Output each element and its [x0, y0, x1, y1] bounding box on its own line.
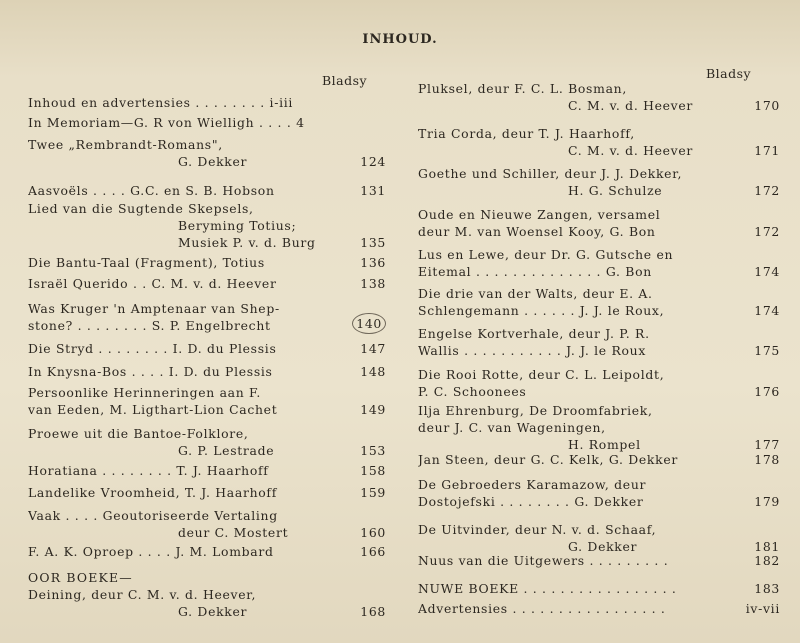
right-toc-entry: [418, 600, 780, 617]
toc-page-number: 160: [360, 525, 386, 540]
toc-entry-line: Oude en Nieuwe Zangen, versamel: [418, 207, 661, 222]
left-toc-entry: [28, 569, 386, 620]
toc-entry-line: Israël Querido . . C. M. v. d. Heever: [28, 276, 277, 291]
toc-page-number: 181: [754, 539, 780, 554]
toc-page-number: 175: [754, 343, 780, 358]
left-toc-entry: [28, 300, 386, 334]
left-toc-entry: [28, 182, 386, 199]
toc-entry-line: van Eeden, M. Ligthart-Lion Cachet: [28, 402, 278, 417]
right-toc-entry: [418, 580, 780, 597]
right-page-column-label: Bladsy: [706, 66, 752, 81]
toc-entry-line: Was Kruger 'n Amptenaar van Shep-: [28, 301, 280, 316]
toc-page-number: 179: [754, 494, 780, 509]
page-title: INHOUD.: [362, 32, 438, 47]
toc-entry-line: P. C. Schoonees: [418, 384, 527, 399]
toc-page-number: 135: [360, 235, 386, 250]
left-toc-entry: [28, 114, 386, 131]
toc-entry-line: G. P. Lestrade: [178, 443, 275, 458]
toc-page-number: 172: [754, 224, 780, 239]
toc-entry-line: Advertensies . . . . . . . . . . . . . . . . .: [418, 601, 666, 616]
right-toc-entry: [418, 476, 780, 510]
left-toc-entry: [28, 507, 386, 541]
toc-page-number: 149: [360, 402, 386, 417]
right-toc-entry: [418, 402, 780, 453]
right-toc-entry: [418, 521, 780, 555]
toc-entry-line: H. Rompel: [568, 437, 641, 452]
right-toc-entry: [418, 80, 780, 114]
toc-entry-line: Nuus van die Uitgewers . . . . . . . . .: [418, 553, 669, 568]
toc-entry-line: OOR BOEKE—: [28, 570, 133, 585]
toc-page-number: 148: [360, 364, 386, 379]
toc-page-number: 176: [754, 384, 780, 399]
toc-entry-line: deur C. Mostert: [178, 525, 289, 540]
left-toc-entry: [28, 543, 386, 560]
toc-page-number: 147: [360, 341, 386, 356]
toc-entry-line: Goethe und Schiller, deur J. J. Dekker,: [418, 166, 683, 181]
right-toc-entry: [418, 206, 780, 240]
toc-entry-line: Eitemal . . . . . . . . . . . . . . G. Bon: [418, 264, 652, 279]
left-toc-entry: [28, 136, 386, 170]
right-toc-entry: [418, 285, 780, 319]
toc-entry-line: F. A. K. Oproep . . . . J. M. Lombard: [28, 544, 274, 559]
toc-page-number: 138: [360, 276, 386, 291]
left-toc-entry: [28, 363, 386, 380]
toc-entry-line: In Memoriam—G. R von Wielligh . . . . 4: [28, 115, 305, 130]
toc-entry-line: Aasvoëls . . . . G.C. en S. B. Hobson: [28, 183, 275, 198]
toc-page-number: 182: [754, 553, 780, 568]
toc-page-number: 177: [754, 437, 780, 452]
toc-page-number: 171: [754, 143, 780, 158]
toc-entry-line: Inhoud en advertensies . . . . . . . . i-iii: [28, 95, 294, 110]
toc-page-number: 174: [754, 264, 780, 279]
toc-page-number: 172: [754, 183, 780, 198]
toc-page-number: 168: [360, 604, 386, 619]
toc-page-number: 140: [352, 313, 386, 334]
left-page-column-label: Bladsy: [322, 73, 368, 88]
toc-entry-line: H. G. Schulze: [568, 183, 663, 198]
right-toc-entry: [418, 125, 780, 159]
right-toc-entry: [418, 366, 780, 400]
left-toc-entry: [28, 462, 386, 479]
toc-entry-line: Die Bantu-Taal (Fragment), Totius: [28, 255, 265, 270]
toc-entry-line: C. M. v. d. Heever: [568, 143, 694, 158]
toc-entry-line: Vaak . . . . Geoutoriseerde Vertaling: [28, 508, 278, 523]
toc-entry-line: Schlengemann . . . . . . J. J. le Roux,: [418, 303, 665, 318]
left-toc-entry: [28, 340, 386, 357]
right-toc-entry: [418, 165, 780, 199]
toc-page-number: 178: [754, 452, 780, 467]
toc-page-number: iv-vii: [745, 601, 780, 616]
toc-entry-line: Tria Corda, deur T. J. Haarhoff,: [418, 126, 635, 141]
right-toc-entry: [418, 325, 780, 359]
toc-entry-line: Die Stryd . . . . . . . . I. D. du Plessis: [28, 341, 277, 356]
toc-page-number: 170: [754, 98, 780, 113]
toc-entry-line: Persoonlike Herinneringen aan F.: [28, 385, 262, 400]
toc-entry-line: In Knysna-Bos . . . . I. D. du Plessis: [28, 364, 273, 379]
toc-page-number: 124: [360, 154, 386, 169]
right-toc-entry: [418, 451, 780, 468]
toc-entry-line: Die Rooi Rotte, deur C. L. Leipoldt,: [418, 367, 665, 382]
toc-entry-line: stone? . . . . . . . . S. P. Engelbrecht: [28, 318, 271, 333]
toc-entry-line: De Gebroeders Karamazow, deur: [418, 477, 647, 492]
toc-page-number: 174: [754, 303, 780, 318]
toc-entry-line: Twee „Rembrandt-Romans",: [28, 137, 223, 152]
toc-entry-line: Dostojefski . . . . . . . . G. Dekker: [418, 494, 644, 509]
left-toc-entry: [28, 254, 386, 271]
toc-entry-line: Lied van die Sugtende Skepsels,: [28, 201, 254, 216]
right-toc-entry: [418, 246, 780, 280]
toc-entry-line: Engelse Kortverhale, deur J. P. R.: [418, 326, 650, 341]
toc-entry-line: Musiek P. v. d. Burg: [178, 235, 316, 250]
toc-entry-line: NUWE BOEKE . . . . . . . . . . . . . . . . .: [418, 581, 677, 596]
toc-entry-line: Beryming Totius;: [178, 218, 297, 233]
right-toc-entry: [418, 552, 780, 569]
toc-entry-line: G. Dekker: [568, 539, 638, 554]
toc-entry-line: deur M. van Woensel Kooy, G. Bon: [418, 224, 656, 239]
toc-entry-line: Horatiana . . . . . . . . T. J. Haarhoff: [28, 463, 269, 478]
toc-entry-line: Landelike Vroomheid, T. J. Haarhoff: [28, 485, 278, 500]
toc-entry-line: Jan Steen, deur G. C. Kelk, G. Dekker: [418, 452, 678, 467]
left-toc-entry: [28, 484, 386, 501]
left-toc-entry: [28, 425, 386, 459]
left-toc-entry: [28, 384, 386, 418]
toc-page-number: 136: [360, 255, 386, 270]
toc-entry-line: Die drie van der Walts, deur E. A.: [418, 286, 653, 301]
toc-page-number: 131: [360, 183, 386, 198]
left-toc-entry: [28, 94, 386, 111]
toc-page-number: 158: [360, 463, 386, 478]
toc-entry-line: De Uitvinder, deur N. v. d. Schaaf,: [418, 522, 657, 537]
toc-entry-line: deur J. C. van Wageningen,: [418, 420, 606, 435]
toc-entry-line: Pluksel, deur F. C. L. Bosman,: [418, 81, 627, 96]
toc-entry-line: C. M. v. d. Heever: [568, 98, 694, 113]
left-toc-entry: [28, 275, 386, 292]
toc-page-number: 166: [360, 544, 386, 559]
left-toc-entry: [28, 200, 386, 251]
toc-page-number: 159: [360, 485, 386, 500]
toc-entry-line: G. Dekker: [178, 154, 248, 169]
toc-entry-line: G. Dekker: [178, 604, 248, 619]
toc-entry-line: Ilja Ehrenburg, De Droomfabriek,: [418, 403, 653, 418]
toc-entry-line: Wallis . . . . . . . . . . . J. J. le Roux: [418, 343, 647, 358]
toc-page-number: 153: [360, 443, 386, 458]
toc-entry-line: Deining, deur C. M. v. d. Heever,: [28, 587, 257, 602]
toc-entry-line: Proewe uit die Bantoe-Folklore,: [28, 426, 249, 441]
toc-page-number: 183: [754, 581, 780, 596]
toc-entry-line: Lus en Lewe, deur Dr. G. Gutsche en: [418, 247, 674, 262]
